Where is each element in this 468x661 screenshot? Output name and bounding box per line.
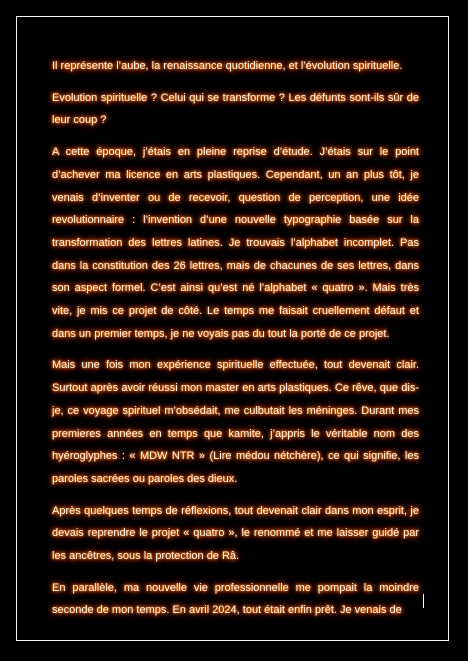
- paragraph-1: Il représente l’aube, la renaissance quotidienne, et l’évolution spirituelle.: [52, 60, 403, 72]
- paragraph-5: Après quelques temps de réflexions, tout devenait clair dans mon esprit, je devais reprendre le projet « quatro », le renommé et me laisser guidé par les ancêtres, sous la protection de Râ.: [52, 504, 419, 563]
- paragraph-4: Mais une fois mon expérience spirituelle effectuée, tout devenait clair. Surtout après avoir réussi mon master en arts plastiques. Ce rêve, que dis-je, ce voyage spirituel m’obsédait, me culbutait les méninges. Durant mes premieres années en temps que kamite, j’appris le véritable nom des hyéroglyphes : « MDW NTR » (Lire médou nétchère), ce qui signifie, les paroles sacrées ou paroles des dieux.: [52, 359, 419, 485]
- paragraph-2: Evolution spirituelle ? Celui qui se transforme ? Les défunts sont-ils sûr de leur coup ?: [52, 91, 419, 127]
- paragraph-6: En parallèle, ma nouvelle vie professionnelle me pompait la moindre seconde de mon temps. En avril 2024, tout était enfin prêt. Je venais de: [52, 581, 419, 617]
- document-body[interactable]: [52, 55, 419, 631]
- text-cursor: [423, 594, 424, 608]
- paragraph-3: A cette époque, j’étais en pleine reprise d’étude. J’étais sur le point d’achever ma licence en arts plastiques. Cependant, un an plus tôt, je venais d’inventer ou de recevoir, question de perception, une idée revolutionnaire : l’invention d’une nouvelle typographie basée sur la transformation des lettres latines. Je trouvais l’alphabet incomplet. Pas dans la constitution des 26 lettres, mais de chacunes de ses lettres, dans son aspect formel. C’est ainsi qu’est né l’alphabet « quatro ». Mais très vite, je mis ce projet de côté. Le temps me faisait cruellement défaut et dans un premier temps, je ne voyais pas du tout la porté de ce projet.: [52, 146, 419, 340]
